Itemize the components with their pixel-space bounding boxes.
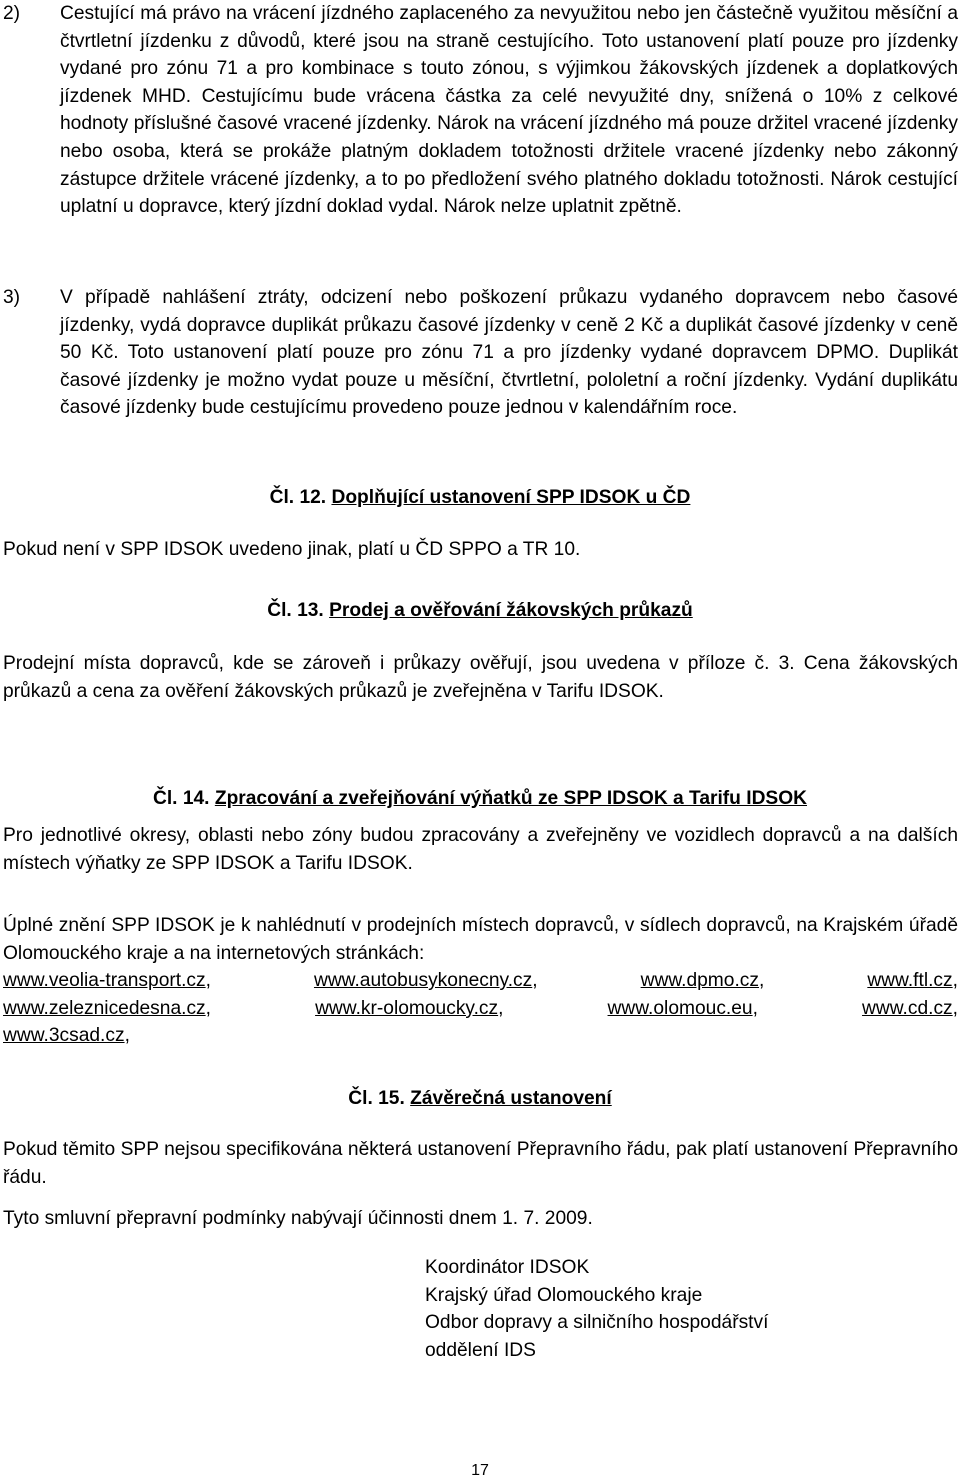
- article-number: Čl. 15.: [348, 1088, 405, 1109]
- article-12-body: Pokud není v SPP IDSOK uvedeno jinak, platí u ČD SPPO a TR 10.: [3, 539, 581, 560]
- link-veolia-transport[interactable]: www.veolia-transport.cz: [3, 970, 206, 992]
- link-dpmo[interactable]: www.dpmo.cz: [640, 970, 759, 992]
- article-12-heading: [0, 484, 960, 512]
- article-14-body-2: [3, 912, 958, 1050]
- link-zeleznicedesna[interactable]: www.zeleznicedesna.cz: [3, 997, 206, 1019]
- article-14-body-1: Pro jednotlivé okresy, oblasti nebo zóny budou zpracovány a zveřejněny ve vozidlech dopravců a na dalších místech výňatky ze SPP IDSOK a Tarifu IDSOK.: [3, 825, 958, 874]
- article-14-body-2-text: Úplné znění SPP IDSOK je k nahlédnutí v prodejních místech dopravců, v sídlech dopravců, na Krajském úřadě Olomouckého kraje a na internetových stránkách:: [3, 915, 958, 964]
- article-13-body: Prodejní místa dopravců, kde se zároveň i průkazy ověřují, jsou uvedena v příloze č. 3. Cena žákovských průkazů a cena za ověření žákovských průkazů je zveřejněna v Tarifu IDSOK.: [3, 653, 958, 702]
- signature-line: Krajský úřad Olomouckého kraje: [425, 1284, 703, 1306]
- link-olomouc[interactable]: www.olomouc.eu: [607, 997, 753, 1019]
- list-item-3: [3, 284, 958, 422]
- article-number: Čl. 13.: [267, 600, 324, 621]
- article-15-body: Pokud těmito SPP nejsou specifikována některá ustanovení Přepravního řádu, pak platí ustanovení Přepravního řádu.: [3, 1139, 958, 1188]
- link-3csad[interactable]: www.3csad.cz: [3, 1025, 125, 1047]
- signature-line: oddělení IDS: [425, 1339, 536, 1361]
- list-item-text: Cestující má právo na vrácení jízdného zaplaceného za nevyužitou nebo jen částečně využitou měsíční a čtvrtletní jízdenku z důvodů, které jsou na straně cestujícího. Toto ustanovení platí pouze pro jízdenky vydané pro zónu 71 a pro kombinace s touto zónou, s výjimkou žákovských jízdenek a doplatkových jízdenek MHD. Cestujícímu bude vrácena částka za celé nevyužité dny, snížená o 10% z celkové hodnoty příslušné časové vracené jízdenky. Nárok na vrácení jízdného má pouze držitel vracené jízdenky nebo osoba, která se prokáže platným dokladem totožnosti držitele vracené jízdenky nebo zákonný zástupce držitele vrácené jízdenky, a to po předložení svého platného dokladu totožnosti. Nárok cestující uplatní u dopravce, který jízdní doklad vydal. Nárok nelze uplatnit zpětně.: [60, 3, 958, 218]
- article-number: Čl. 12.: [269, 487, 327, 508]
- links-row-3: www.3csad.cz,: [3, 1025, 130, 1047]
- signature-block: [425, 1254, 768, 1364]
- signature-line: Odbor dopravy a silničního hospodářství: [425, 1312, 769, 1334]
- article-title: Doplňující ustanovení SPP IDSOK u ČD: [331, 487, 691, 508]
- article-13-heading: [0, 597, 960, 625]
- signature-line: Koordinátor IDSOK: [425, 1257, 590, 1278]
- list-item-2: [3, 0, 958, 221]
- links-row-1: www.veolia-transport.cz, www.autobusykonecny.cz, www.dpmo.cz, www.ftl.cz,: [3, 970, 958, 992]
- page-number: 17: [471, 1462, 489, 1479]
- article-14-heading: [0, 785, 960, 813]
- list-item-number: 3): [3, 287, 21, 308]
- list-item-text: V případě nahlášení ztráty, odcizení nebo poškození průkazu vydaného dopravcem nebo časové jízdenky, vydá dopravce duplikát průkazu časové jízdenky v ceně 2 Kč a duplikát časové jízdenky v ceně 50 Kč. Toto ustanovení platí pouze pro zónu 71 a pro jízdenky vydané dopravcem DPMO. Duplikát časové jízdenky je možno vydat pouze u měsíční, čtvrtletní, pololetní a roční jízdenky. Vydání duplikátu časové jízdenky bude cestujícímu provedeno pouze jednou v kalendářním roce.: [60, 287, 958, 419]
- article-15-heading: [0, 1085, 960, 1113]
- link-kr-olomoucky[interactable]: www.kr-olomoucky.cz: [315, 997, 499, 1019]
- article-title: Prodej a ověřování žákovských průkazů: [329, 600, 693, 621]
- effective-date-statement: Tyto smluvní přepravní podmínky nabývají účinnosti dnem 1. 7. 2009.: [3, 1208, 593, 1229]
- article-number: Čl. 14.: [152, 788, 210, 809]
- link-autobusykonecny[interactable]: www.autobusykonecny.cz: [313, 970, 533, 992]
- link-cd[interactable]: www.cd.cz: [862, 997, 953, 1019]
- links-row-2: www.zeleznicedesna.cz, www.kr-olomoucky.cz, www.olomouc.eu, www.cd.cz,: [3, 997, 958, 1019]
- article-title: Závěrečná ustanovení: [410, 1088, 612, 1109]
- list-item-number: 2): [3, 3, 21, 24]
- article-title: Zpracování a zveřejňování výňatků ze SPP IDSOK a Tarifu IDSOK: [214, 788, 808, 809]
- link-ftl[interactable]: www.ftl.cz: [867, 970, 953, 992]
